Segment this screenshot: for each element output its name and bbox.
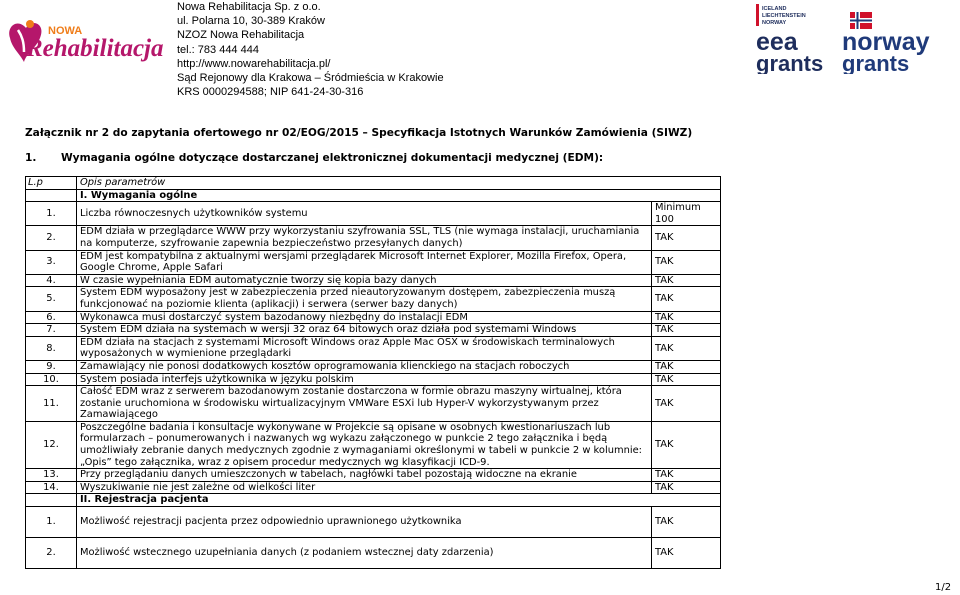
section-heading-text: Wymagania ogólne dotyczące dostarczanej elektronicznej dokumentacji medycznej (EDM): (61, 152, 604, 164)
row-lp: 2. (26, 226, 77, 250)
row-value: TAK (652, 538, 721, 569)
table-header-row (26, 177, 721, 190)
row-value: TAK (652, 469, 721, 482)
table-row (26, 336, 721, 360)
table-row (26, 202, 721, 226)
row-lp: 4. (26, 274, 77, 287)
table-row (26, 469, 721, 482)
row-opis: System EDM działa na systemach w wersji 32 oraz 64 bitowych oraz działa pod systemami Windows (77, 324, 652, 337)
section-title: I. Wymagania ogólne (77, 189, 721, 202)
row-opis: Poszczególne badania i konsultacje wykonywane w Projekcie są opisane w osobnych kwestionariuszach lub formularzach – ponumerowanych i nazwanych wg wykazu załączonego w punkcie 2 tego załącznika i będą umożliwiały zebranie danych medycznych zgodnie z wymaganiami określonymi w tabeli w punkcie 2 w kolumnie: „Opis” tego załącznika, wraz z opisem procedur medycznych wg klasyfikacji ICD-9. (77, 421, 652, 468)
row-value: TAK (652, 336, 721, 360)
svg-text:eea: eea (756, 28, 798, 56)
table-row (26, 538, 721, 569)
row-opis: Przy przeglądaniu danych umieszczonych w tabelach, nagłówki tabel pozostają widoczne na ekranie (77, 469, 652, 482)
row-value: TAK (652, 386, 721, 422)
requirements-table (25, 176, 721, 569)
address-line: ul. Polarna 10, 30-389 Kraków (177, 15, 325, 28)
eea-norway-grants-logo (756, 4, 956, 74)
row-opis: Możliwość rejestracji pacjenta przez odpowiednio uprawnionego użytkownika (77, 507, 652, 538)
header-lp: L.p (26, 177, 77, 190)
row-lp: 7. (26, 324, 77, 337)
section-heading-number: 1. (25, 152, 37, 164)
table-row (26, 226, 721, 250)
address-line: NZOZ Nowa Rehabilitacja (177, 29, 305, 42)
row-lp: 9. (26, 360, 77, 373)
row-lp: 3. (26, 250, 77, 274)
address-line: http://www.nowarehabilitacja.pl/ (177, 57, 331, 70)
svg-text:norway: norway (842, 28, 930, 56)
row-lp: 8. (26, 336, 77, 360)
table-row (26, 421, 721, 468)
row-opis: Wyszukiwanie nie jest zależne od wielkości liter (77, 481, 652, 494)
address-line: KRS 0000294588; NIP 641-24-30-316 (177, 86, 364, 99)
logo-word-rehabilitacja: Rehabilitacja (26, 35, 164, 62)
section-row (26, 494, 721, 507)
row-opis: Możliwość wstecznego uzupełniania danych (z podaniem wstecznej daty zdarzenia) (77, 538, 652, 569)
row-value: TAK (652, 360, 721, 373)
section-row (26, 189, 721, 202)
row-lp: 1. (26, 507, 77, 538)
table-row (26, 386, 721, 422)
row-value: TAK (652, 226, 721, 250)
row-opis: Liczba równoczesnych użytkowników systemu (77, 202, 652, 226)
svg-text:LIECHTENSTEIN: LIECHTENSTEIN (762, 13, 806, 19)
row-value: TAK (652, 421, 721, 468)
company-address-block (177, 0, 444, 99)
row-lp: 12. (26, 421, 77, 468)
page-number: 1/2 (935, 582, 952, 593)
svg-text:grants: grants (756, 51, 824, 74)
row-value: TAK (652, 287, 721, 311)
row-lp: 13. (26, 469, 77, 482)
address-line: Sąd Rejonowy dla Krakowa – Śródmieścia w Krakowie (177, 72, 444, 85)
row-value: TAK (652, 250, 721, 274)
row-value: TAK (652, 481, 721, 494)
table-row (26, 360, 721, 373)
row-lp: 6. (26, 311, 77, 324)
logo-word-nowa: NOWA (48, 25, 83, 37)
row-lp: 14. (26, 481, 77, 494)
row-opis: EDM działa w przeglądarce WWW przy wykorzystaniu szyfrowania SSL, TLS (nie wymaga instalacji, uruchamiania na komputerze, szyfrowanie zapewnia bezpieczeństwo przesyłanych danych) (77, 226, 652, 250)
svg-text:ICELAND: ICELAND (762, 6, 787, 12)
row-value: Minimum 100 (652, 202, 721, 226)
row-opis: Całość EDM wraz z serwerem bazodanowym zostanie dostarczona w formie obrazu maszyny wirtualnej, która zostanie uruchomiona w środowisku wirtualizacyjnym VMWare ESXi lub Hyper-V wykorzystywanym przez Zamawiającego (77, 386, 652, 422)
table-row (26, 287, 721, 311)
table-row (26, 250, 721, 274)
row-value: TAK (652, 324, 721, 337)
table-row (26, 507, 721, 538)
row-value: TAK (652, 507, 721, 538)
header-opis: Opis parametrów (77, 177, 721, 190)
row-value: TAK (652, 274, 721, 287)
address-line: tel.: 783 444 444 (177, 43, 259, 56)
section-title: II. Rejestracja pacjenta (77, 494, 721, 507)
row-opis: Zamawiający nie ponosi dodatkowych kosztów oprogramowania klienckiego na stacjach roboczych (77, 360, 652, 373)
table-row (26, 311, 721, 324)
svg-text:grants: grants (842, 51, 910, 74)
row-opis: EDM jest kompatybilna z aktualnymi wersjami przeglądarek Microsoft Internet Explorer, Mozilla Firefox, Opera, Google Chrome, Apple Safari (77, 250, 652, 274)
table-row (26, 324, 721, 337)
svg-text:NORWAY: NORWAY (762, 20, 787, 26)
row-opis: W czasie wypełniania EDM automatycznie tworzy się kopia bazy danych (77, 274, 652, 287)
table-row (26, 481, 721, 494)
address-line: Nowa Rehabilitacja Sp. z o.o. (177, 1, 321, 13)
document-title: Załącznik nr 2 do zapytania ofertowego nr 02/EOG/2015 – Specyfikacja Istotnych Warunków Zamówienia (SIWZ) (25, 127, 693, 139)
row-lp: 10. (26, 373, 77, 386)
row-opis: System posiada interfejs użytkownika w języku polskim (77, 373, 652, 386)
table-row (26, 274, 721, 287)
row-opis: EDM działa na stacjach z systemami Microsoft Windows oraz Apple Mac OSX w środowiskach terminalowych wyposażonych w wymienione przeglądarki (77, 336, 652, 360)
row-opis: System EDM wyposażony jest w zabezpieczenia przed nieautoryzowanym dostępem, zabezpieczenia muszą funkcjonować na poziomie klienta (aplikacji) i serwera (serwer bazy danych) (77, 287, 652, 311)
row-value: TAK (652, 373, 721, 386)
row-lp: 1. (26, 202, 77, 226)
nowa-rehabilitacja-logo (4, 8, 172, 72)
row-lp: 5. (26, 287, 77, 311)
row-opis: Wykonawca musi dostarczyć system bazodanowy niezbędny do instalacji EDM (77, 311, 652, 324)
table-row (26, 373, 721, 386)
section-heading (25, 152, 603, 164)
row-value: TAK (652, 311, 721, 324)
row-lp: 2. (26, 538, 77, 569)
row-lp: 11. (26, 386, 77, 422)
